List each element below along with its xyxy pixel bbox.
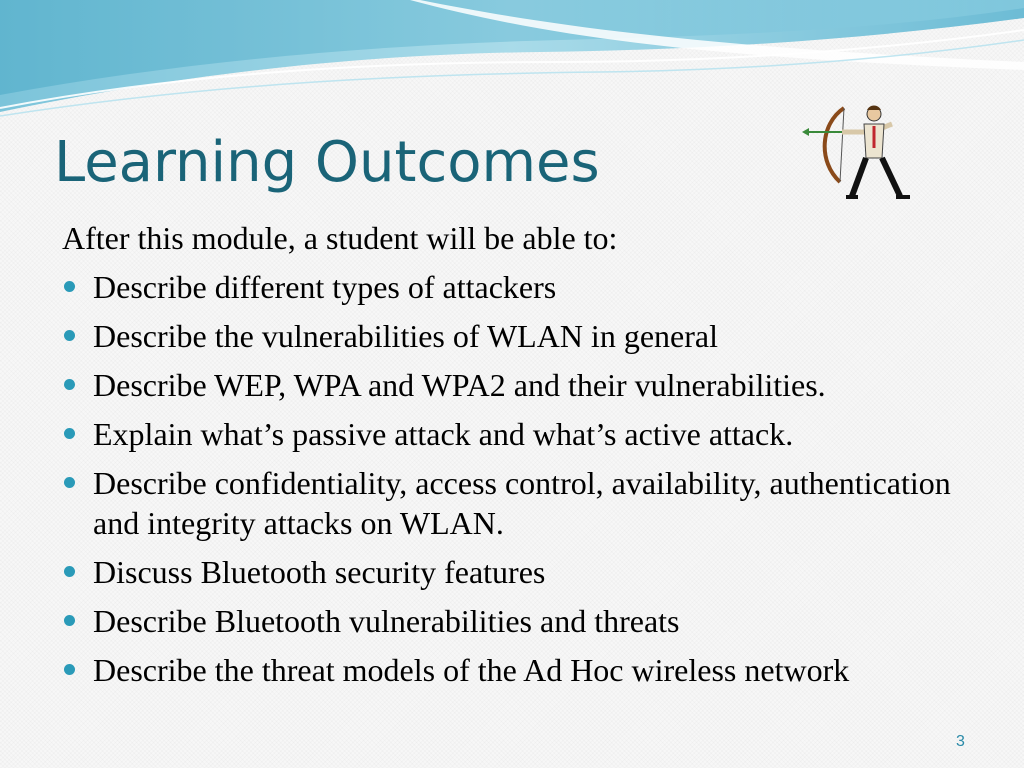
list-item <box>60 552 1000 592</box>
bullet-icon <box>64 664 75 675</box>
slide-title: Learning Outcomes <box>54 130 600 195</box>
list-item-text: Describe the vulnerabilities of WLAN in general <box>93 318 718 354</box>
list-item <box>60 316 1000 356</box>
list-item <box>60 601 1000 641</box>
list-item-text: Describe Bluetooth vulnerabilities and threats <box>93 603 680 639</box>
outcome-list <box>60 267 1000 690</box>
bullet-icon <box>64 379 75 390</box>
list-item <box>60 365 1000 405</box>
bullet-icon <box>64 477 75 488</box>
slide-body <box>60 218 1000 699</box>
list-item-text: Describe different types of attackers <box>93 269 557 305</box>
list-item-text: Explain what’s passive attack and what’s active attack. <box>93 416 794 452</box>
list-item <box>60 463 1000 543</box>
intro-text: After this module, a student will be able to: <box>62 220 618 256</box>
list-item-text: Discuss Bluetooth security features <box>93 554 546 590</box>
list-item <box>60 414 1000 454</box>
bullet-icon <box>64 566 75 577</box>
bullet-icon <box>64 428 75 439</box>
bullet-icon <box>64 615 75 626</box>
list-item <box>60 267 1000 307</box>
list-item <box>60 650 1000 690</box>
list-item-text: Describe the threat models of the Ad Hoc wireless network <box>93 652 850 688</box>
bullet-icon <box>64 330 75 341</box>
archer-icon <box>800 98 916 200</box>
page-number: 3 <box>956 733 965 750</box>
list-item-text: Describe WEP, WPA and WPA2 and their vulnerabilities. <box>93 367 826 403</box>
list-item-text: Describe confidentiality, access control, availability, authentication and integrity attacks on WLAN. <box>93 465 951 541</box>
bullet-icon <box>64 281 75 292</box>
